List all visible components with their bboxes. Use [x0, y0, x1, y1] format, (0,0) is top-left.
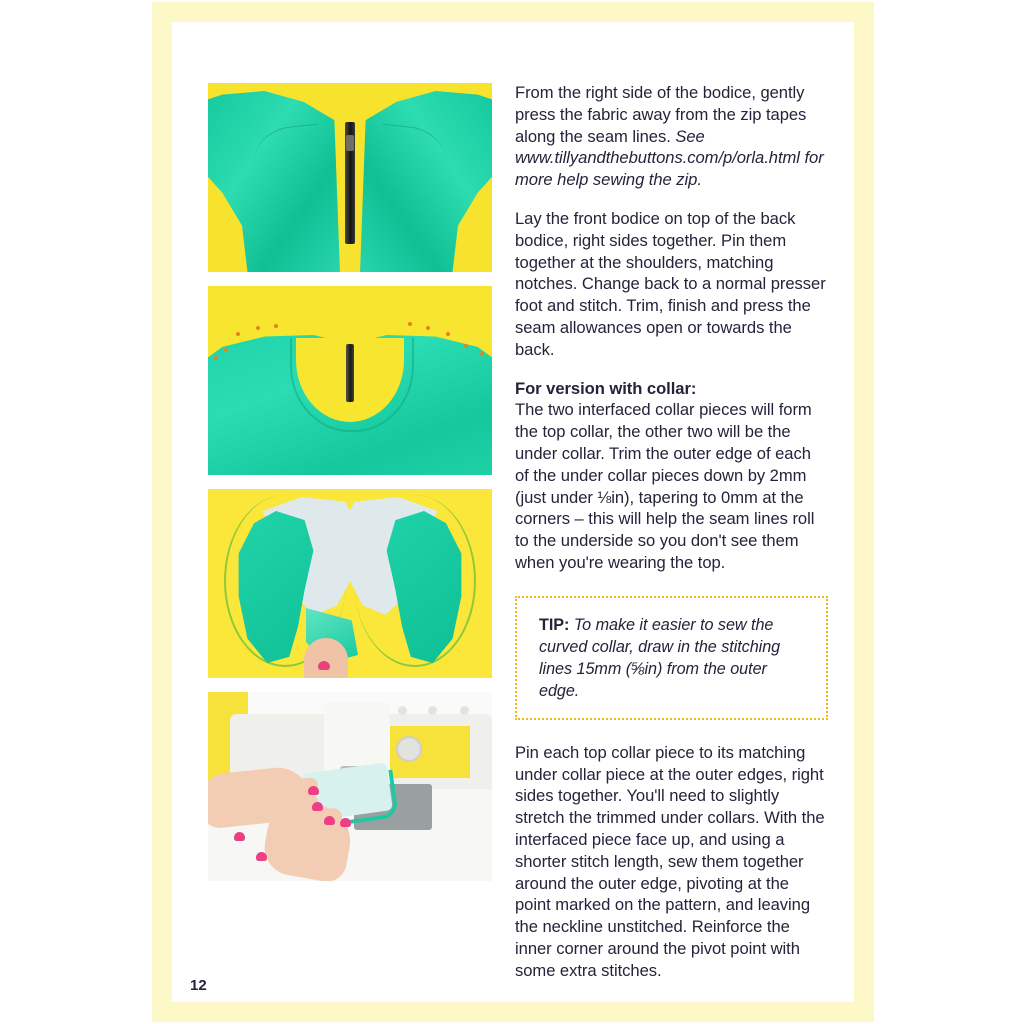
photo-column	[208, 83, 492, 881]
pink-nail	[340, 818, 351, 827]
tip-text: To make it easier to sew the curved collar, draw in the stitching lines 15mm (⅝in) from the outer edge.	[539, 615, 781, 700]
paragraph-join-shoulders: Lay the front bodice on top of the back bodice, right sides together. Pin them together at the shoulders, matching notches. Change back to a normal presser foot and stitch. Trim, finish and press the seam allowances open or towards the back.	[515, 208, 826, 359]
machine-dial	[396, 736, 422, 762]
hand	[304, 638, 348, 678]
photo-collar-pieces	[208, 489, 492, 678]
photo-sewing-collar	[208, 692, 492, 881]
zip-pull	[346, 135, 354, 151]
neckline-notch	[324, 89, 376, 123]
pin-head	[480, 352, 484, 356]
paragraph-press-zip-tapes	[515, 82, 828, 191]
website-reference-text: See www.tillyandthebuttons.com/p/orla.html for more help sewing the zip.	[515, 126, 824, 190]
tip-box	[515, 596, 828, 720]
tip-label: TIP:	[539, 615, 570, 634]
tip-paragraph	[539, 614, 808, 702]
pin-head	[464, 344, 468, 348]
page-number: 12	[190, 977, 207, 994]
photo-neckline-pinned	[208, 286, 492, 475]
pin-head	[426, 326, 430, 330]
photo-back-bodice-zip	[208, 83, 492, 272]
paragraph-pin-and-sew-collar: Pin each top collar piece to its matching under collar piece at the outer edges, right sides together. You'll need to slightly stretch the trimmed under collars. With the interfaced piece face up, and using a shorter stitch length, sew them together around the outer edge, pivoting at the point marked on the pattern, and leaving the neckline unstitched. Reinforce the inner corner around the pivot point with some extra stitches.	[515, 742, 825, 980]
instruction-text-column	[515, 82, 828, 982]
pink-nail	[256, 852, 267, 861]
heading-for-version-with-collar: For version with collar:	[515, 378, 697, 398]
pink-nail	[234, 832, 245, 841]
pin-head	[256, 326, 260, 330]
pin-head	[236, 332, 240, 336]
pink-nail	[324, 816, 335, 825]
paragraph-lead-text: From the right side of the bodice, gently press the fabric away from the zip tapes along the seam lines.	[515, 83, 807, 146]
pink-nail	[312, 802, 323, 811]
pin-head	[446, 332, 450, 336]
content-columns	[208, 83, 828, 980]
yellow-panel-right	[380, 726, 470, 778]
paragraph-trim-under-collar: The two interfaced collar pieces will form the top collar, the other two will be the under collar. Trim the outer edge of each of the under collar pieces down by 2mm (just under ⅛in), tapering to 0mm at the corners – this will help the seam lines roll to the underside so you don't see them when you're wearing the top.	[515, 400, 815, 572]
pin-head	[274, 324, 278, 328]
pink-nail	[308, 786, 319, 795]
pink-nail	[318, 661, 330, 670]
zip-teeth	[346, 344, 354, 402]
pin-head	[224, 348, 228, 352]
pin-head	[214, 356, 218, 360]
pin-head	[408, 322, 412, 326]
